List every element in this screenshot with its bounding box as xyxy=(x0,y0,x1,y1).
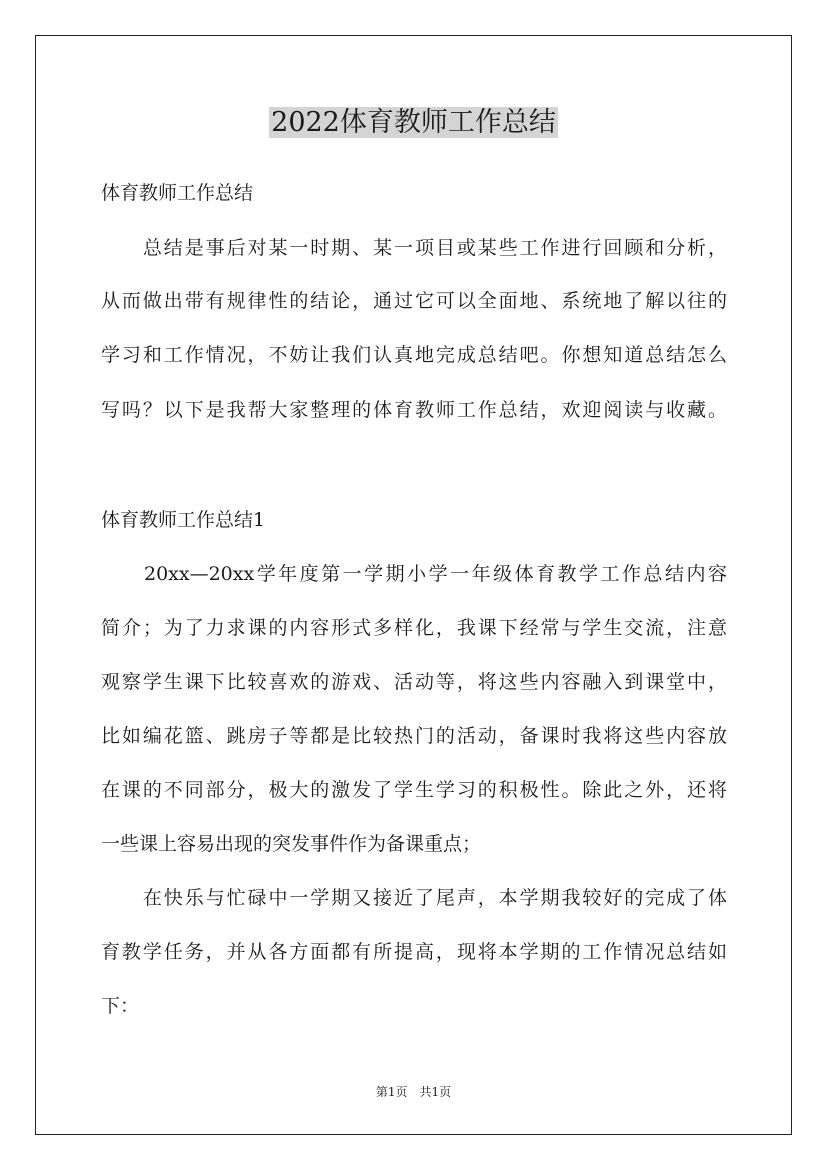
section-line: 简介；为了力求课的内容形式多样化，我课下经常与学生交流，注意 xyxy=(101,617,727,639)
section-line: 一些课上容易出现的突发事件作为备课重点； xyxy=(101,833,482,855)
section-line: 观察学生课下比较喜欢的游戏、活动等，将这些内容融入到课堂中， xyxy=(101,671,727,693)
section-line: 育教学任务，并从各方面都有所提高，现将本学期的工作情况总结如 xyxy=(101,941,727,963)
intro-line: 总结是事后对某一时期、某一项目或某些工作进行回顾和分析， xyxy=(101,237,727,259)
section-line: 在课的不同部分，极大的激发了学生学习的积极性。除此之外，还将 xyxy=(101,779,727,801)
document-title-text: 2022体育教师工作总结 xyxy=(271,107,556,138)
intro-line: 学习和工作情况，不妨让我们认真地完成总结吧。你想知道总结怎么 xyxy=(101,344,727,366)
document-heading: 体育教师工作总结 xyxy=(101,182,254,204)
intro-line: 从而做出带有规律性的结论，通过它可以全面地、系统地了解以往的 xyxy=(101,290,727,312)
intro-line: 写吗？以下是我帮大家整理的体育教师工作总结，欢迎阅读与收藏。 xyxy=(101,399,727,421)
section-line: 20xx—20xx学年度第一学期小学一年级体育教学工作总结内容 xyxy=(101,563,727,585)
page-footer: 第1页 共1页 xyxy=(375,1085,452,1099)
section-line: 在快乐与忙碌中一学期又接近了尾声，本学期我较好的完成了体 xyxy=(101,887,727,909)
section-heading: 体育教师工作总结1 xyxy=(101,509,266,531)
section-line: 比如编花篮、跳房子等都是比较热门的活动，备课时我将这些内容放 xyxy=(101,725,727,747)
document-title xyxy=(0,103,827,143)
section-line: 下： xyxy=(101,995,140,1017)
